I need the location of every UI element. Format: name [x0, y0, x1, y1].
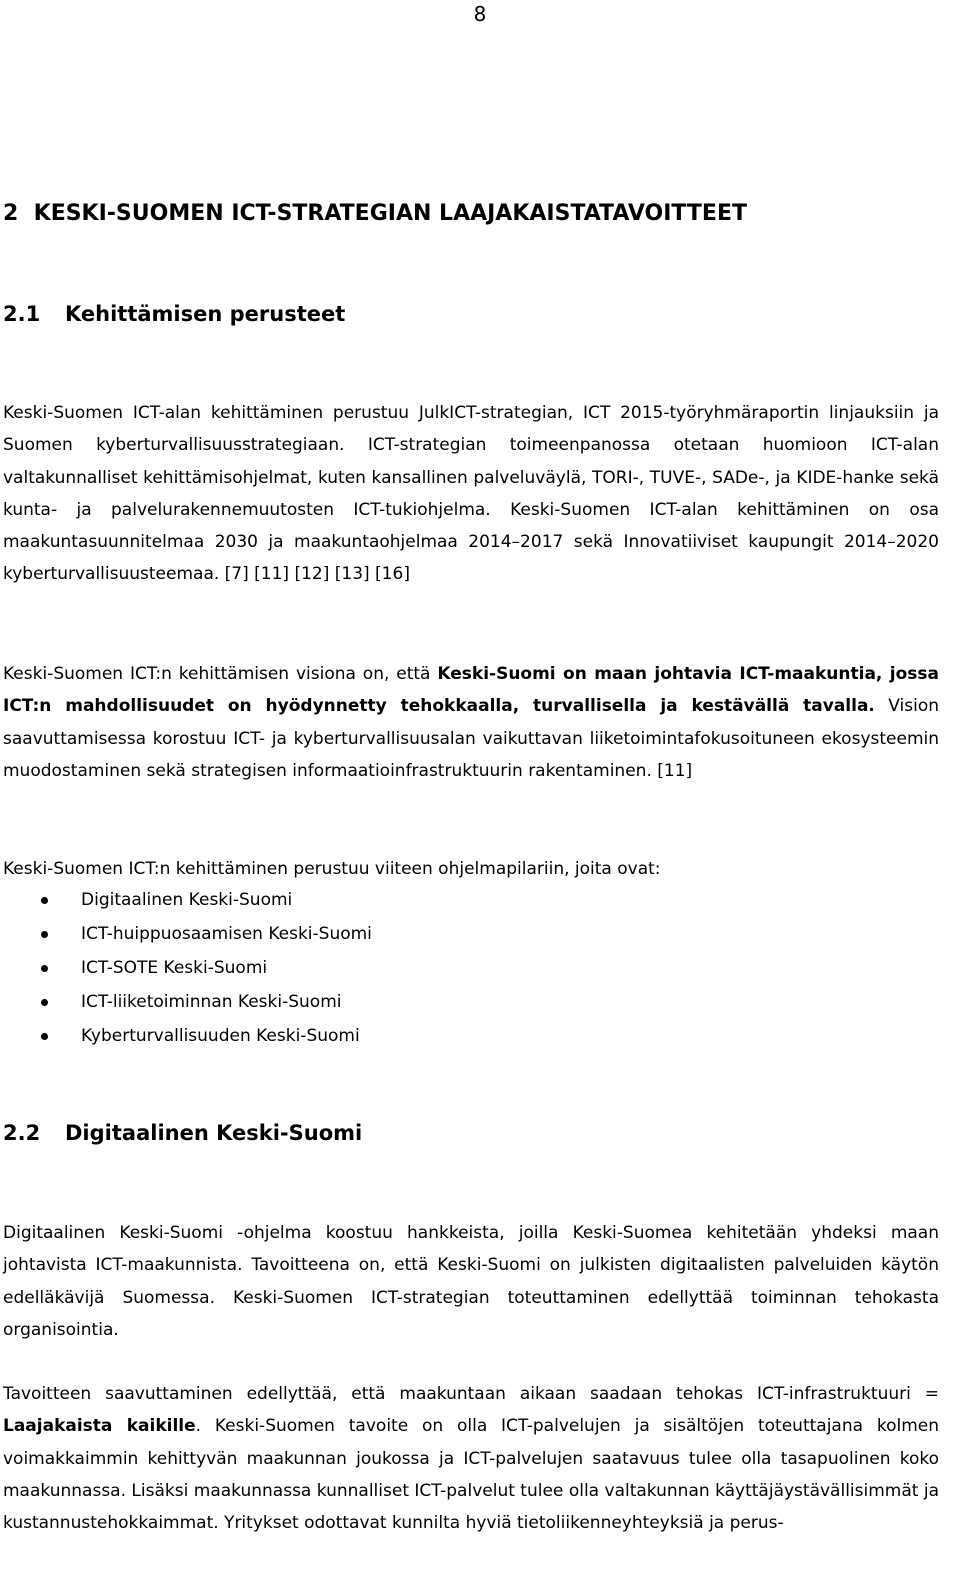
- section-number: 2.1: [3, 302, 41, 326]
- pillar-label: ICT-huippuosaamisen Keski-Suomi: [81, 924, 372, 944]
- section-title: Kehittämisen perusteet: [65, 302, 346, 326]
- section-heading-2-2: [3, 1117, 362, 1149]
- bullet-icon: [41, 931, 48, 938]
- chapter-heading: [3, 197, 747, 231]
- section-number: 2.2: [3, 1121, 41, 1145]
- pillar-label: ICT-liiketoiminnan Keski-Suomi: [81, 992, 342, 1012]
- paragraph-basis: Keski-Suomen ICT-alan kehittäminen perustuu JulkICT-strategian, ICT 2015-työryhmäraportin linjauksiin ja Suomen kyberturvallisuusstrategiaan. ICT-strategian toimeenpanossa otetaan huomioon ICT-alan valtakunnalliset kehittämisohjelmat, kuten kansallinen palveluväylä, TORI-, TUVE-, SADe-, ja KIDE-hanke sekä kunta- ja palvelurakennemuutosten ICT-tukiohjelma. Keski-Suomen ICT-alan kehittäminen on osa maakuntasuunnitelmaa 2030 ja maakuntaohjelmaa 2014–2017 sekä Innovatiiviset kaupungit 2014–2020 kyberturvallisuusteemaa. [7] [11] [12] [13] [16]: [3, 403, 939, 585]
- list-item: [3, 1019, 372, 1053]
- paragraph-digital-program: Digitaalinen Keski-Suomi -ohjelma koostuu hankkeista, joilla Keski-Suomea kehitetään yhdeksi maan johtavista ICT-maakunnista. Tavoitteena on, että Keski-Suomi on julkisten digitaalisten palveluiden käytön edelläkävijä Suomessa. Keski-Suomen ICT-strategian toteuttaminen edellyttää toiminnan tehokasta organisointia.: [3, 1223, 939, 1340]
- section-title: Digitaalinen Keski-Suomi: [65, 1121, 363, 1145]
- broadband-slogan: Laajakaista kaikille: [3, 1416, 196, 1437]
- section-heading-2-1: [3, 298, 345, 330]
- pillar-list: [3, 883, 372, 1053]
- list-item: [3, 917, 372, 951]
- chapter-title: KESKI-SUOMEN ICT-STRATEGIAN LAAJAKAISTATAVOITTEET: [33, 201, 747, 226]
- bullet-icon: [41, 965, 48, 972]
- paragraph-pillars-intro: Keski-Suomen ICT:n kehittäminen perustuu viiteen ohjelmapilariin, joita ovat:: [3, 859, 661, 879]
- list-item: [3, 985, 372, 1019]
- chapter-number: 2: [3, 201, 19, 226]
- list-item: [3, 883, 372, 917]
- page-number: 8: [473, 2, 487, 26]
- bullet-icon: [41, 897, 48, 904]
- vision-continuation: Vision saavuttamisessa korostuu ICT- ja kyberturvallisuusalan vaikuttavan liiketoimintafokusoituneen ekosysteemin muodostaminen sekä strategisen informaatioinfrastruktuurin rakentaminen. [11]: [3, 696, 939, 781]
- pillar-label: ICT-SOTE Keski-Suomi: [81, 958, 268, 978]
- goal-continuation: . Keski-Suomen tavoite on olla ICT-palvelujen ja sisältöjen toteuttajana kolmen voimakkaimmin kehittyvän maakunnan joukossa ja ICT-palvelujen saatavuus tulee olla tasapuolinen koko maakunnassa. Lisäksi maakunnassa kunnalliset ICT-palvelut tulee olla valtakunnan käyttäjäystävällisimmät ja kustannustehokkaimmat. Yritykset odottavat kunnilta hyviä tietoliikenneyhteyksiä ja perus-: [3, 1416, 939, 1534]
- vision-statement: Keski-Suomi on maan johtavia ICT-maakuntia, jossa ICT:n mahdollisuudet on hyödynnetty tehokkaalla, turvallisella ja kestävällä tavalla.: [3, 664, 939, 717]
- paragraph-broadband-goal: [3, 1378, 939, 1539]
- pillar-label: Digitaalinen Keski-Suomi: [81, 890, 293, 910]
- pillar-label: Kyberturvallisuuden Keski-Suomi: [81, 1026, 360, 1046]
- goal-intro: Tavoitteen saavuttaminen edellyttää, että maakuntaan aikaan saadaan tehokas ICT-infrastruktuuri =: [3, 1384, 939, 1404]
- bullet-icon: [41, 1033, 48, 1040]
- bullet-icon: [41, 999, 48, 1006]
- paragraph-vision: [3, 658, 939, 787]
- vision-intro: Keski-Suomen ICT:n kehittämisen visiona on, että: [3, 664, 438, 684]
- list-item: [3, 951, 372, 985]
